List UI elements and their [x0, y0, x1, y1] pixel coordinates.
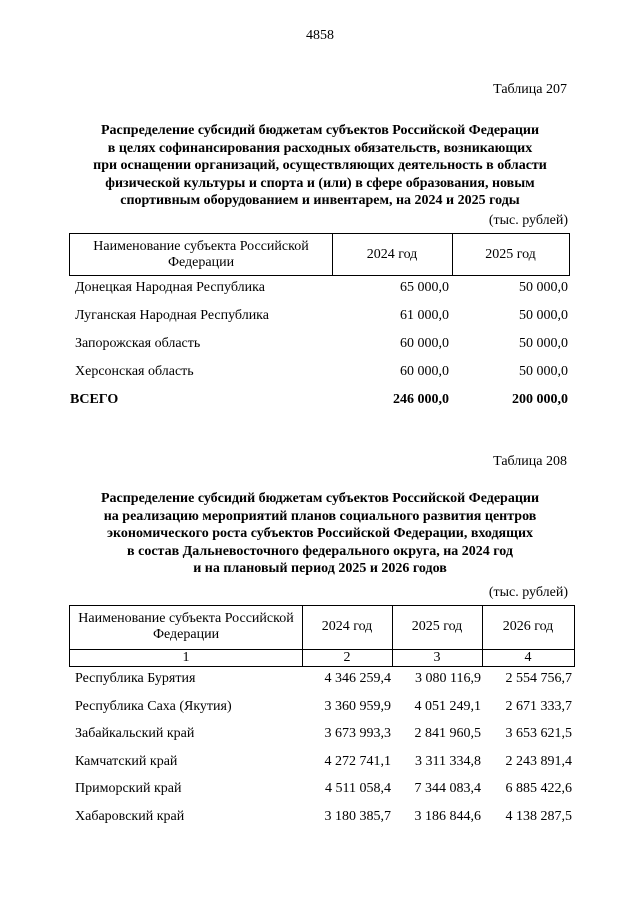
table-row: [0, 278, 640, 298]
col-number-1: 1: [182, 649, 190, 665]
table-208-label: Таблица 208: [493, 454, 567, 469]
value-2026: 3 653 621,5: [505, 726, 572, 741]
table-row: [0, 334, 640, 354]
value-2024: 61 000,0: [400, 308, 449, 323]
header-2025: 2025 год: [411, 618, 463, 634]
title-line: Распределение субсидий бюджетам субъектов Российской Федерации: [100, 123, 540, 138]
col-number-3: 3: [433, 649, 441, 665]
title-line: экономического роста субъектов Российской Федерации, входящих: [106, 526, 534, 541]
value-2025: 50 000,0: [519, 364, 568, 379]
value-2024: 4 272 741,1: [324, 754, 391, 769]
value-2025: 3 311 334,8: [415, 754, 481, 769]
value-2024: 3 180 385,7: [324, 809, 391, 824]
total-2024: 246 000,0: [393, 392, 449, 407]
title-line: спортивным оборудованием и инвентарем, на 2024 и 2025 годы: [120, 193, 520, 208]
region-name: Донецкая Народная Республика: [75, 280, 265, 295]
region-name: Камчатский край: [75, 754, 178, 769]
value-2024: 65 000,0: [400, 280, 449, 295]
title-line: в состав Дальневосточного федерального округа, на 2024 год: [127, 543, 513, 559]
table-208-title: [64, 490, 576, 578]
region-name: Хабаровский край: [75, 809, 185, 824]
table-row: [0, 362, 640, 382]
title-line: физической культуры и спорта и (или) в сфере образования, новым: [105, 175, 535, 191]
value-2025: 50 000,0: [519, 336, 568, 351]
title-line: при оснащении организаций, осуществляющих деятельность в области: [93, 158, 547, 173]
total-2025: 200 000,0: [512, 392, 568, 407]
title-line: и на плановый период 2025 и 2026 годов: [193, 561, 447, 576]
title-line: на реализацию мероприятий планов социального развития центров: [103, 508, 537, 524]
value-2026: 4 138 287,5: [505, 809, 572, 824]
region-name: Приморский край: [75, 781, 182, 796]
value-2026: 2 671 333,7: [505, 699, 572, 714]
header-region: Наименование субъекта Российской Федерации: [78, 610, 294, 642]
region-name: Херсонская область: [75, 364, 194, 379]
value-2025: 50 000,0: [519, 308, 568, 323]
value-2026: 2 243 891,4: [505, 754, 572, 769]
region-name: Забайкальский край: [75, 726, 195, 741]
value-2025: 4 051 249,1: [414, 699, 481, 714]
region-name: Республика Бурятия: [75, 671, 196, 686]
value-2024: 60 000,0: [400, 336, 449, 351]
value-2024: 4 346 259,4: [324, 671, 391, 686]
value-2024: 3 673 993,3: [324, 726, 391, 741]
table-row: [0, 669, 640, 689]
value-2025: 7 344 083,4: [414, 781, 481, 796]
table-row: [0, 724, 640, 744]
value-2025: 3 186 844,6: [414, 809, 481, 824]
value-2024: 60 000,0: [400, 364, 449, 379]
value-2025: 50 000,0: [519, 280, 568, 295]
value-2024: 4 511 058,4: [325, 781, 391, 796]
table-207-unit: (тыс. рублей): [488, 213, 568, 228]
region-name: Луганская Народная Республика: [75, 308, 269, 323]
col-number-2: 2: [343, 649, 351, 665]
header-2025: 2025 год: [485, 246, 536, 262]
title-line: в целях софинансирования расходных обязательств, возникающих: [107, 140, 533, 156]
table-207-title: [64, 122, 576, 210]
value-2025: 2 841 960,5: [414, 726, 481, 741]
header-2024: 2024 год: [321, 618, 373, 634]
total-row: [0, 390, 640, 410]
value-2026: 6 885 422,6: [505, 781, 572, 796]
region-name: Республика Саха (Якутия): [75, 699, 232, 714]
page-number: 4858: [306, 28, 334, 43]
table-207-header: [69, 233, 570, 276]
header-2024: 2024 год: [366, 246, 418, 262]
header-region: Наименование субъекта Российской Федерации: [93, 238, 309, 270]
table-row: [0, 779, 640, 799]
value-2026: 2 554 756,7: [505, 671, 572, 686]
table-207-label: Таблица 207: [493, 82, 567, 97]
table-row: [0, 807, 640, 827]
header-2026: 2026 год: [502, 618, 554, 634]
value-2024: 3 360 959,9: [324, 699, 391, 714]
title-line: Распределение субсидий бюджетам субъектов Российской Федерации: [100, 491, 540, 506]
table-208-header: [69, 605, 575, 667]
value-2025: 3 080 116,9: [415, 671, 481, 686]
table-row: [0, 306, 640, 326]
col-number-4: 4: [524, 649, 532, 665]
table-row: [0, 697, 640, 717]
total-label: ВСЕГО: [70, 392, 119, 407]
region-name: Запорожская область: [75, 336, 201, 351]
table-208-unit: (тыс. рублей): [488, 585, 568, 600]
table-row: [0, 752, 640, 772]
